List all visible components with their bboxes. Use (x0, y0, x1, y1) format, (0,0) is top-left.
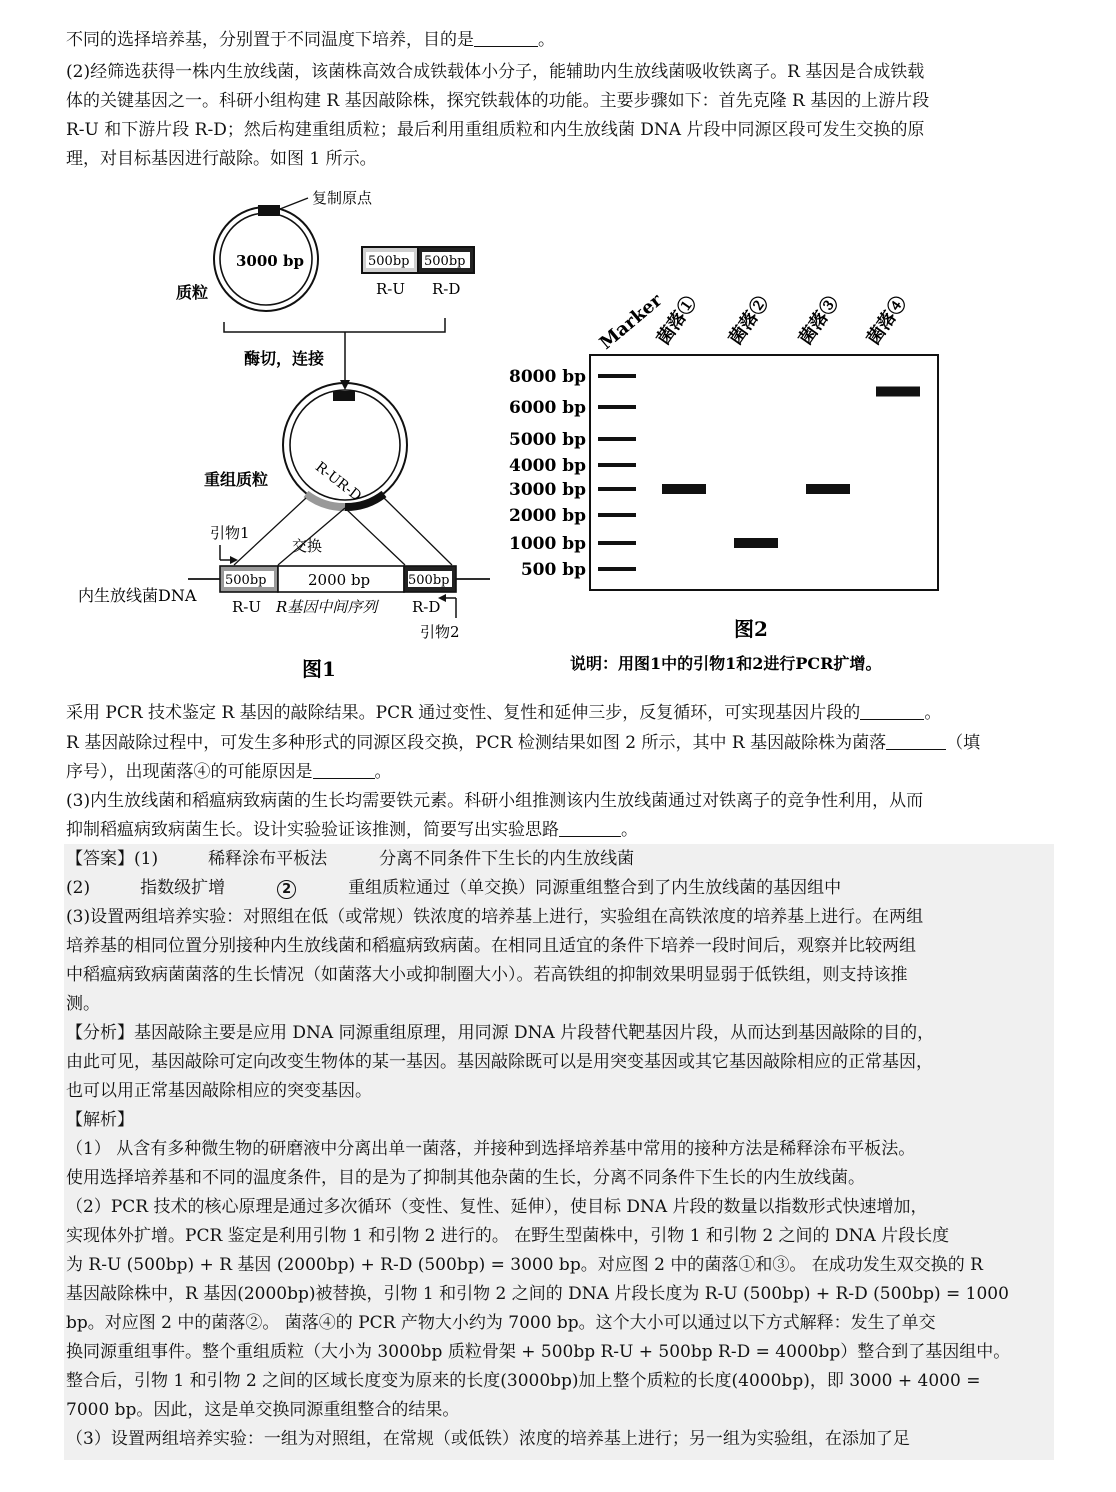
marker-label: 2000 bp (508, 506, 586, 526)
marker-band (598, 374, 636, 378)
lane-label-1: 菌落① (652, 292, 702, 349)
answer-line-1: 【答案】(1) 稀释涂布平板法 分离不同条件下生长的内生放线菌 (66, 849, 635, 869)
plasmid-size: 3000 bp (236, 252, 304, 270)
lane-label-marker: Marker (595, 289, 667, 354)
q2-line: (2)经筛选获得一株内生放线菌，该菌株高效合成铁载体小分子，能辅助内生放线菌吸收铁离子。R 基因是合成铁载 (66, 62, 925, 82)
chrom-500-right: 500bp (408, 573, 450, 588)
sample-band (662, 484, 706, 494)
explain-line: 为 R-U (500bp) + R 基因 (2000bp) + R-D (500bp) = 3000 bp。对应图 2 中的菌落①和③。 在成功发生双交换的 R (66, 1255, 983, 1275)
figure2-caption: 图2 (734, 617, 768, 641)
marker-label: 500 bp (520, 560, 586, 580)
answer-blank[interactable] (474, 29, 538, 47)
answer-line-2: (2) 指数级扩增 2 重组质粒通过（单交换）同源重组整合到了内生放线菌的基因组中 (66, 878, 842, 898)
answer-3-line: 培养基的相同位置分别接种内生放线菌和稻瘟病致病菌。在相同且适宜的条件下培养一段时间后，观察并比较两组 (66, 936, 916, 956)
answer-blank[interactable] (886, 732, 946, 750)
explain-line: 换同源重组事件。整个重组质粒（大小为 3000bp 质粒骨架 + 500bp R-U + 500bp R-D = 4000bp）整合到了基因组中。 (66, 1342, 1011, 1362)
marker-label: 1000 bp (508, 534, 586, 554)
origin-pointer (280, 198, 308, 209)
explain-line: （3）设置两组培养实验：一组为对照组，在常规（或低铁）浓度的培养基上进行；另一组为实验组，在添加了足 (66, 1429, 910, 1449)
frag-500-a: 500bp (368, 254, 410, 269)
marker-label: 4000 bp (508, 456, 586, 476)
figure2-gel (500, 286, 1000, 680)
explain-line: （2）PCR 技术的核心原理是通过多次循环（变性、复性、延伸），使目标 DNA 片段的数量以指数形式快速增加， (66, 1197, 928, 1217)
label-exchange: 交换 (292, 537, 323, 555)
marker-label: 6000 bp (508, 398, 586, 418)
label-ligate: 酶切，连接 (244, 349, 325, 368)
analysis-line: 由此可见，基因敲除可定向改变生物体的某一基因。基因敲除既可以是用突变基因或其它基因敲除相应的正常基因， (66, 1052, 933, 1072)
label-ru: R-U (376, 280, 406, 298)
lane-label-3: 菌落③ (794, 292, 844, 349)
marker-label: 8000 bp (508, 367, 586, 387)
explain-line: 7000 bp。因此，这是单交换同源重组整合的结果。 (66, 1400, 460, 1420)
lane-labels (596, 290, 911, 354)
pcr-line-b: R 基因敲除过程中，可发生多种形式的同源区段交换，PCR 检测结果如图 2 所示，其中 R 基因敲除株为菌落 （填 (66, 733, 981, 753)
analysis-line: 也可以用正常基因敲除相应的突变基因。 (66, 1081, 372, 1101)
answer-3-line: (3)设置两组培养实验：对照组在低（或常规）铁浓度的培养基上进行，实验组在高铁浓度的培养基上进行。在两组 (66, 907, 924, 927)
marker-band (598, 541, 636, 545)
lane-label-4: 菌落④ (862, 292, 912, 349)
label-rd2: R-D (412, 598, 441, 616)
question-line-top: 不同的选择培养基，分别置于不同温度下培养，目的是 。 (66, 30, 555, 50)
marker-band (598, 405, 636, 409)
answer-blank[interactable] (313, 761, 375, 779)
q2-line: R-U 和下游片段 R-D；然后构建重组质粒；最后利用重组质粒和内生放线菌 DNA 片段中同源区段可发生交换的原 (66, 120, 925, 140)
label-rd: R-D (432, 280, 461, 298)
ligation-bracket (224, 318, 445, 332)
analysis-line: 【分析】基因敲除主要是应用 DNA 同源重组原理，用同源 DNA 片段替代靶基因片段，从而达到基因敲除的目的， (66, 1023, 935, 1043)
pcr-line-c: 序号），出现菌落④的可能原因是 。 (66, 762, 392, 782)
marker-band (598, 463, 636, 467)
lane-label-2: 菌落② (724, 292, 774, 349)
recomb-origin (333, 391, 355, 401)
marker-band (598, 513, 636, 517)
label-host-dna: 内生放线菌DNA (78, 586, 197, 605)
explain-line: 基因敲除株中，R 基因(2000bp)被替换，引物 1 和引物 2 之间的 DNA 片段长度为 R-U (500bp) + R-D (500bp) = 1000 (66, 1284, 1009, 1304)
marker-label: 5000 bp (508, 430, 586, 450)
label-primer2: 引物2 (420, 623, 460, 641)
explain-line: 实现体外扩增。PCR 鉴定是利用引物 1 和引物 2 进行的。 在野生型菌株中，引物 1 和引物 2 之间的 DNA 片段长度 (66, 1226, 950, 1246)
chrom-middle: 2000 bp (308, 571, 371, 589)
label-rmid: R基因中间序列 (276, 598, 378, 616)
label-primer1: 引物1 (210, 524, 250, 542)
explain-head: 【解析】 (66, 1110, 134, 1130)
q2-line: 理，对目标基因进行敲除。如图 1 所示。 (66, 149, 377, 169)
marker-band (598, 567, 636, 571)
origin-marker (258, 205, 280, 216)
label-plasmid: 质粒 (176, 283, 209, 302)
marker-band (598, 437, 636, 441)
frag-500-b: 500bp (424, 254, 466, 269)
label-recomb: 重组质粒 (204, 470, 269, 489)
marker-label: 3000 bp (508, 480, 586, 500)
sample-band (806, 484, 850, 494)
label-ru2: R-U (232, 598, 262, 616)
marker-band (598, 487, 636, 491)
q3-line-b: 抑制稻瘟病致病菌生长。设计实验验证该推测，简要写出实验思路 。 (66, 820, 638, 840)
chrom-500-left: 500bp (225, 573, 267, 588)
circled-number: 2 (277, 880, 296, 899)
figure1-caption: 图1 (302, 657, 336, 681)
label-origin: 复制原点 (312, 189, 373, 207)
q3-line-a: (3)内生放线菌和稻瘟病致病菌的生长均需要铁元素。科研小组推测该内生放线菌通过对铁离子的竞争性利用，从而 (66, 791, 924, 811)
answer-blank[interactable] (559, 819, 621, 837)
q2-line: 体的关键基因之一。科研小组构建 R 基因敲除株，探究铁载体的功能。主要步骤如下：首先克隆 R 基因的上游片段 (66, 91, 930, 111)
answer-3-line: 中稻瘟病致病菌菌落的生长情况（如菌落大小或抑制圈大小）。若高铁组的抑制效果明显弱于低铁组，则支持该推 (66, 965, 908, 985)
sample-band (876, 387, 920, 397)
figure2-note: 说明：用图1中的引物1和2进行PCR扩增。 (570, 654, 882, 673)
explain-line: （1） 从含有多种微生物的研磨液中分离出单一菌落，并接种到选择培养基中常用的接种方法是稀释涂布平板法。 (66, 1139, 916, 1159)
pcr-line-a: 采用 PCR 技术鉴定 R 基因的敲除结果。PCR 通过变性、复性和延伸三步，反复循环，可实现基因片段的 。 (66, 703, 942, 723)
answer-blank[interactable] (860, 702, 924, 720)
explain-line: 使用选择培养基和不同的温度条件，目的是为了抑制其他杂菌的生长，分离不同条件下生长的内生放线菌。 (66, 1168, 865, 1188)
explain-line: bp。对应图 2 中的菌落②。 菌落④的 PCR 产物大小约为 7000 bp。这个大小可以通过以下方式解释：发生了单交 (66, 1313, 936, 1333)
figure1-diagram (66, 176, 506, 686)
label-rurd: R-UR-D (312, 459, 365, 505)
answer-3-line: 测。 (66, 994, 100, 1014)
sample-band (734, 538, 778, 548)
explain-line: 整合后，引物 1 和引物 2 之间的区域长度变为原来的长度(3000bp)加上整个质粒的长度(4000bp)，即 3000 + 4000 = (66, 1371, 981, 1391)
